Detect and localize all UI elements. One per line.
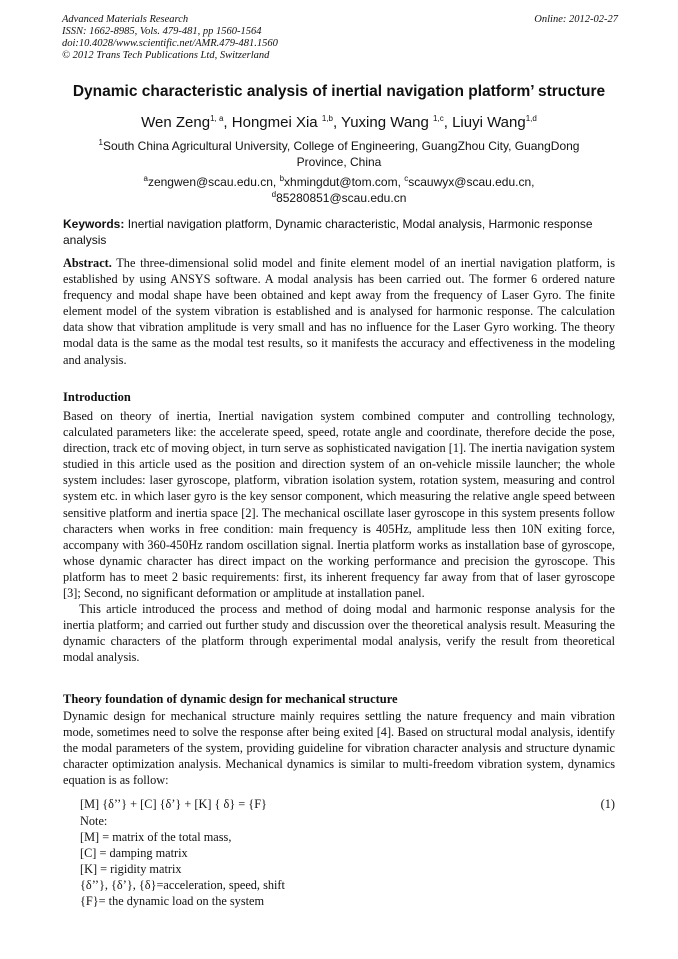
journal-name: Advanced Materials Research: [62, 14, 189, 25]
section-heading-theory: Theory foundation of dynamic design for mechanical structure: [63, 692, 398, 706]
abstract: [63, 255, 615, 368]
email-link[interactable]: 85280851@scau.edu.cn: [276, 191, 407, 205]
paragraph: Based on theory of inertia, Inertial navigation system combined computer and controlling technology, calculated parameters like: the accelerate speed, speed, rotate angle and coordinate, therefore decide the pose, direction, track etc of moving object, in turn serve as sophisticated navigation [1]. The inertia navigation system studied in this article used as the position and direction system of an on-vehicle missile launcher; the whole system includes: laser gyroscope, platform, vibration isolation system, rotation system, measuring and control system etc. in which laser gyro is the key sensor component, which measuring the relative angle speed between sensitive platform and inertia space [2]. The mechanical oscillate laser gyroscope in this system presents follow characters when works in free condition: main frequency is 405Hz, amplitude less then 10N exiting force, accompany with 360-450Hz random oscillation signal. Inertia platform works as installation base of gyroscope, whose dynamic character has direct impact on the working performance and precision the gyroscope. This platform has to meet 2 basic requirements: first, its inherent frequency far away from that of laser gyroscope [3]; Second, no significant deformation or amplitude at installation panel.: [63, 409, 615, 601]
paper-title: Dynamic characteristic analysis of inertial navigation platform’ structure: [72, 83, 606, 100]
author-emails: [110, 174, 568, 206]
author-name: Liuyi Wang: [452, 114, 526, 131]
note-line: [K] = rigidity matrix: [80, 862, 182, 877]
equation-notes: [80, 813, 615, 910]
author-name: Hongmei Xia: [231, 114, 318, 131]
author-sup: 1,d: [525, 114, 537, 123]
section-heading-introduction: Introduction: [63, 390, 131, 404]
affiliation-sup: 1: [98, 138, 103, 147]
paragraph: This article introduced the process and method of doing modal and harmonic response analysis for the inertia platform; and carried out further study and discussion over the theoretical analysis result. Measuring the dynamic characters of the platform through experimental modal analysis, verify the result from theoretical modal analysis.: [63, 602, 615, 665]
affiliation-text: South China Agricultural University, College of Engineering, GuangZhou City, GuangDong Province, China: [102, 139, 580, 169]
journal-header: [62, 14, 618, 62]
email-link[interactable]: scauwyx@scau.edu.cn,: [408, 175, 535, 189]
theory-body: [63, 708, 615, 788]
abstract-text: The three-dimensional solid model and finite element model of an inertial navigation platform, is established by using ANSYS software. A modal analysis has been carried out. The former 6 ordered nature frequency and modal shape have been obtained and kept away from the frequency of Laser Gyro. The finite element model of the system vibration is established and is analysed for harmonic response. The calculation data show that vibration amplitude is very small and has no influence for the Laser Gyro working. The theory modal data is the same as the modal test results, so it manifests the accuracy and effectiveness in the modeling and analysis.: [63, 256, 616, 367]
equation: [80, 797, 615, 812]
introduction-body: [63, 408, 615, 666]
email-sup: b: [279, 174, 285, 183]
note-line: [C] = damping matrix: [80, 846, 188, 861]
doi-line: doi:10.4028/www.scientific.net/AMR.479-481.1560: [62, 38, 278, 49]
author-sup: 1,c: [433, 114, 444, 123]
keywords-text: Inertial navigation platform, Dynamic characteristic, Modal analysis, Harmonic response analysis: [63, 217, 593, 247]
note-line: [M] = matrix of the total mass,: [80, 830, 232, 845]
note-line: Note:: [80, 814, 108, 828]
issn-line: ISSN: 1662-8985, Vols. 479-481, pp 1560-1564: [62, 26, 262, 37]
author-sup: 1, a: [210, 114, 224, 123]
paragraph: Dynamic design for mechanical structure mainly requires settling the nature frequency and main vibration mode, sometimes need to solve the response after being exited [4]. Based on structural modal analysis, identify the modal parameters of the system, providing guideline for vibration character analysis and structure dynamic character optimization analysis. Mechanical dynamics is similar to multi-freedom vibration system, dynamics equation is as follow:: [63, 709, 615, 788]
keywords-label: Keywords:: [63, 217, 125, 231]
abstract-label: Abstract.: [63, 256, 112, 270]
keywords: [63, 217, 615, 248]
author-list: Wen Zeng$^{1, a}$, Hongmei Xia $^{1,b}$, Yuxing Wang $^{1,c}$, Liuyi Wang$^{1,d}$: [141, 114, 537, 131]
equation-number: (1): [600, 797, 615, 811]
affiliation: [80, 138, 598, 170]
online-date: Online: 2012-02-27: [534, 14, 618, 25]
email-sup: d: [271, 190, 277, 199]
email-sup: a: [143, 174, 148, 183]
author-sup: 1,b: [321, 114, 333, 123]
email-link[interactable]: xhmingdut@tom.com,: [284, 175, 401, 189]
author-name: Wen Zeng: [141, 114, 211, 131]
copyright-line: © 2012 Trans Tech Publications Ltd, Switzerland: [62, 50, 270, 61]
equation-text: [M] {δ’’} + [C] {δ’} + [K] { δ} = {F}: [80, 797, 267, 811]
note-line: {F}= the dynamic load on the system: [80, 894, 265, 909]
email-link[interactable]: zengwen@scau.edu.cn,: [147, 175, 277, 189]
note-line: {δ’’}, {δ’}, {δ}=acceleration, speed, shift: [80, 878, 285, 893]
author-name: Yuxing Wang: [341, 114, 429, 131]
email-sup: c: [404, 174, 409, 183]
